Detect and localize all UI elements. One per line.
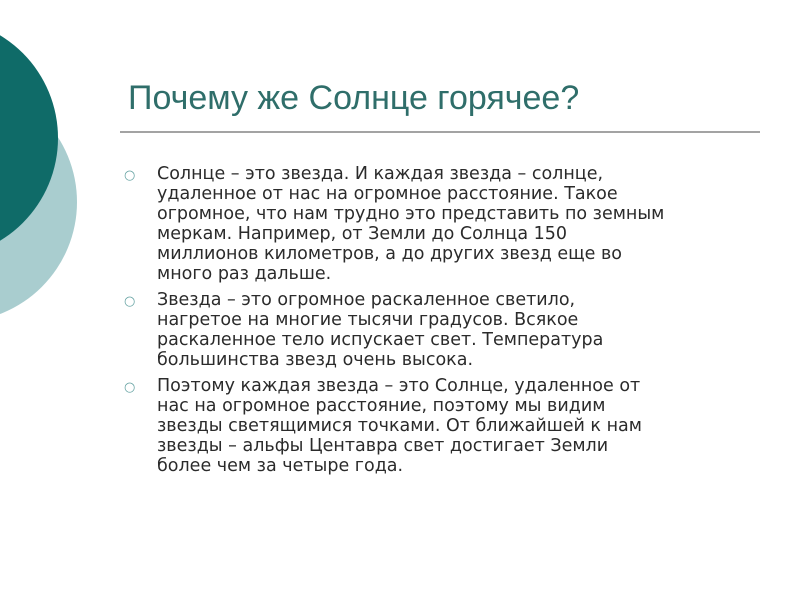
bullet-circle-icon: ○: [124, 168, 136, 183]
bullet-circle-icon: ○: [124, 294, 136, 309]
bullet-item: [124, 376, 764, 476]
bullet-list: [124, 164, 764, 482]
bullet-text: Поэтому каждая звезда – это Солнце, удаленное от нас на огромное расстояние, поэтому мы видим звезды светящимися точками. От ближайшей к нам звезды – альфы Центавра свет достигает Земли более чем за четыре года.: [157, 376, 642, 476]
bullet-text: Звезда – это огромное раскаленное светило, нагретое на многие тысячи градусов. Всякое раскаленное тело испускает свет. Температура большинства звезд очень высока.: [157, 290, 604, 370]
bullet-text: Солнце – это звезда. И каждая звезда – солнце, удаленное от нас на огромное расстояние. Такое огромное, что нам трудно это представить по земным меркам. Например, от Земли до Солнца 150 миллионов километров, а до других звезд еще во много раз дальше.: [157, 164, 665, 284]
slide-title: Почему же Солнце горячее?: [128, 79, 580, 117]
title-divider: [120, 131, 760, 133]
bullet-item: [124, 290, 764, 370]
bullet-item: [124, 164, 764, 284]
bullet-circle-icon: ○: [124, 380, 136, 395]
